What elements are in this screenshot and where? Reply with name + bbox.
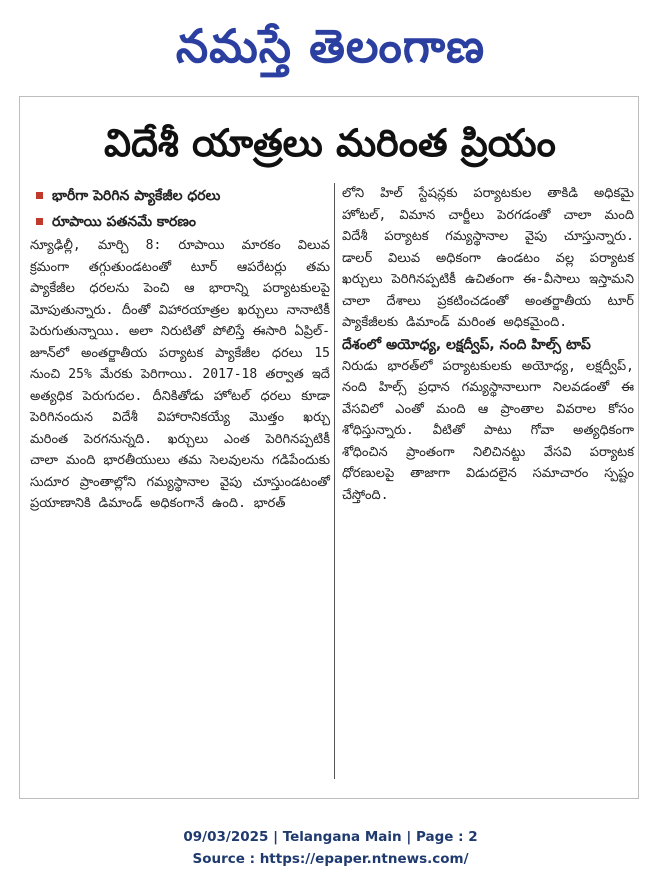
bullet-text: రూపాయి పతనమే కారణం	[52, 214, 196, 230]
left-body-text: న్యూఢిల్లీ, మార్చి 8: రూపాయి మారకం విలువ క్రమంగా తగ్గుతుండటంతో టూర్ ఆపరేటర్లు తమ ప్యాకేజీల ధరలను పెంచి ఆ భారాన్ని పర్యాటకులపై మోపుతున్నారు. దీంతో విహారయాత్రల ఖర్చులు నానాటికీ పెరుగుతున్నాయి. అలా నిరుటితో పోలిస్తే ఈసారి ఏప్రిల్-జూన్‌లో అంతర్జాతీయ పర్యాటక ప్యాకేజీల ధరలు 15 నుంచి 25% మేరకు పెరిగాయి. 2017-18 తర్వాత ఇదే అత్యధిక పెరుగుదల. దీనికితోడు హోటల్ ధరలు కూడా పెరిగినందున విదేశీ విహారానికయ్యే మొత్తం ఖర్చు మరింత పెరగనున్నది. ఖర్చులు ఎంత పెరిగినప్పటికీ చాలా మంది భారతీయులు తమ సెలవులను గడిపేందుకు సుదూర ప్రాంతాల్లోని గమ్యస్థానాల వైపు చూస్తుండటంతో ప్రయాణానికి డిమాండ్ అధికంగానే ఉంది. భారత్	[30, 238, 330, 511]
article-clipping	[19, 96, 639, 799]
bullet-square-icon	[36, 192, 43, 199]
right-body-text: లోని హిల్ స్టేషన్లకు పర్యాటకుల తాకిడి అధికమై హోటల్, విమాన చార్జీలు పెరగడంతో చాలా మంది విదేశీ పర్యాటక గమ్యస్థానాల వైపు చూస్తున్నారు. డాలర్ విలువ అధికంగా ఉండటం వల్ల పర్యాటక ఖర్చులు పెరిగినప్పటికీ ఉచితంగా ఈ-వీసాలు ఇస్తామని చాలా దేశాలు ప్రకటించడంతో అంతర్జాతీయ టూర్ ప్యాకేజీలకు డిమాండ్ మరింత అధికమైంది.	[342, 186, 634, 330]
article-left-column	[30, 183, 330, 515]
bullet-point	[30, 209, 330, 235]
article-subheading: దేశంలో అయోధ్య, లక్షద్వీప్, నంది హిల్స్ టాప్	[342, 336, 591, 353]
column-divider	[334, 183, 335, 779]
article-right-column	[342, 183, 634, 506]
masthead-title: నమస్తే తెలంగాణ	[175, 19, 486, 73]
right-body-text-2: నిరుడు భారత్‌లో పర్యాటకులకు అయోధ్య, లక్షద్వీప్, నంది హిల్స్ ప్రధాన గమ్యస్థానాలుగా నిలవడంతో ఈ వేసవిలో ఎంతో మంది ఆ ప్రాంతాల వివరాల కోసం శోధిస్తున్నారు. వీటితో పాటు గోవా అత్యధికంగా శోధించిన ప్రాంతంగా నిలిచినట్టు వేసవి పర్యాటక ధోరణులపై తాజాగా విడుదలైన సమాచారం స్పష్టం చేస్తోంది.	[342, 358, 634, 503]
bullet-point	[30, 183, 330, 209]
newspaper-masthead	[0, 6, 661, 86]
edition-info: 09/03/2025 | Telangana Main | Page : 2	[183, 829, 478, 845]
bullet-square-icon	[36, 218, 43, 225]
page-footer	[0, 826, 661, 870]
source-link[interactable]: Source : https://epaper.ntnews.com/	[192, 851, 469, 867]
article-headline: విదేశీ యాత్రలు మరింత ప్రియం	[104, 121, 556, 165]
bullet-text: భారీగా పెరిగిన ప్యాకేజీల ధరలు	[52, 188, 221, 204]
